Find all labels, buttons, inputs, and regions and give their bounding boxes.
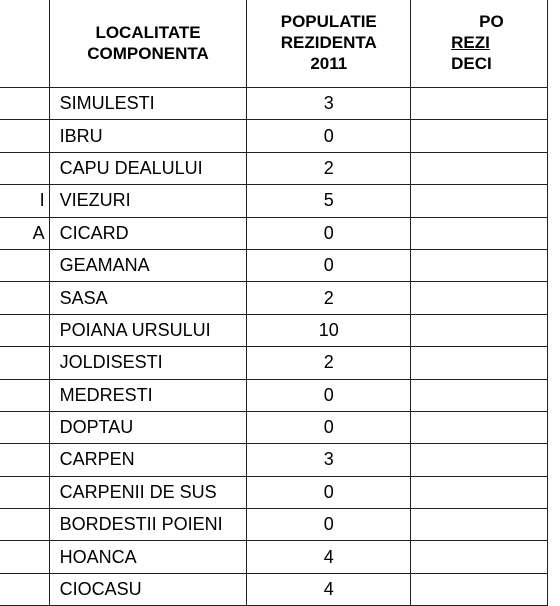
populatie-cell: 0 xyxy=(247,509,411,541)
header-line: REZIDENTA xyxy=(280,33,377,52)
table-row xyxy=(0,152,548,184)
localitate-cell: DOPTAU xyxy=(49,411,247,443)
table-row xyxy=(0,509,548,541)
right-cell xyxy=(411,249,548,281)
row-left-cell xyxy=(0,379,49,411)
populatie-cell: 0 xyxy=(247,120,411,152)
header-row xyxy=(0,0,548,88)
right-cell xyxy=(411,120,548,152)
localitate-cell: CARPENII DE SUS xyxy=(49,476,247,508)
header-localitate-componenta xyxy=(49,0,247,88)
header-cell-left xyxy=(0,0,49,88)
localitate-cell: IBRU xyxy=(49,120,247,152)
right-cell xyxy=(411,379,548,411)
row-left-cell xyxy=(0,573,49,605)
localitate-cell: CAPU DEALULUI xyxy=(49,152,247,184)
populatie-cell: 0 xyxy=(247,249,411,281)
header-line: COMPONENTA xyxy=(87,43,209,63)
right-cell xyxy=(411,573,548,605)
header-line: LOCALITATE xyxy=(95,22,201,42)
table-row xyxy=(0,541,548,573)
right-cell xyxy=(411,347,548,379)
localitate-cell: VIEZURI xyxy=(49,185,247,217)
table-row xyxy=(0,120,548,152)
populatie-cell: 3 xyxy=(247,88,411,120)
header-line: PO xyxy=(479,12,504,31)
row-left-cell xyxy=(0,152,49,184)
localitate-cell: HOANCA xyxy=(49,541,247,573)
row-left-cell xyxy=(0,509,49,541)
header-cell-right xyxy=(411,0,548,88)
populatie-cell: 0 xyxy=(247,411,411,443)
localitate-cell: BORDESTII POIENI xyxy=(49,509,247,541)
row-left-cell xyxy=(0,249,49,281)
header-line: 2011 xyxy=(310,54,348,73)
table-body xyxy=(0,88,548,606)
right-cell xyxy=(411,509,548,541)
right-cell xyxy=(411,541,548,573)
right-cell xyxy=(411,411,548,443)
table-row xyxy=(0,379,548,411)
table-row xyxy=(0,282,548,314)
right-cell xyxy=(411,444,548,476)
row-left-cell xyxy=(0,541,49,573)
localitate-cell: MEDRESTI xyxy=(49,379,247,411)
right-cell xyxy=(411,217,548,249)
row-left-cell: I xyxy=(0,185,49,217)
populatie-cell: 2 xyxy=(247,282,411,314)
right-cell xyxy=(411,314,548,346)
right-cell xyxy=(411,282,548,314)
table-row xyxy=(0,217,548,249)
right-cell xyxy=(411,476,548,508)
localitate-cell: POIANA URSULUI xyxy=(49,314,247,346)
row-left-cell xyxy=(0,314,49,346)
right-cell xyxy=(411,152,548,184)
right-cell xyxy=(411,88,548,120)
localitate-cell: SIMULESTI xyxy=(49,88,247,120)
header-populatie-rezidenta-2011 xyxy=(247,0,411,88)
row-left-cell xyxy=(0,88,49,120)
table-row xyxy=(0,88,548,120)
populatie-cell: 0 xyxy=(247,379,411,411)
table-row xyxy=(0,411,548,443)
localitate-cell: GEAMANA xyxy=(49,249,247,281)
table-row xyxy=(0,347,548,379)
header-line: DECI xyxy=(451,54,492,73)
localitate-cell: SASA xyxy=(49,282,247,314)
populatie-cell: 5 xyxy=(247,185,411,217)
table-row xyxy=(0,314,548,346)
localitate-cell: CIOCASU xyxy=(49,573,247,605)
table-row xyxy=(0,185,548,217)
row-left-cell xyxy=(0,120,49,152)
populatie-cell: 4 xyxy=(247,541,411,573)
row-left-cell xyxy=(0,411,49,443)
header-line: POPULATIE xyxy=(280,12,377,31)
row-left-cell xyxy=(0,444,49,476)
populatie-cell: 3 xyxy=(247,444,411,476)
table-row xyxy=(0,444,548,476)
row-left-cell xyxy=(0,347,49,379)
row-left-cell: A xyxy=(0,217,49,249)
populatie-cell: 4 xyxy=(247,573,411,605)
right-cell xyxy=(411,185,548,217)
header-line: REZI xyxy=(451,33,490,52)
populatie-cell: 2 xyxy=(247,347,411,379)
populatie-cell: 0 xyxy=(247,217,411,249)
localitate-cell: CARPEN xyxy=(49,444,247,476)
table-row xyxy=(0,476,548,508)
row-left-cell xyxy=(0,476,49,508)
populatie-cell: 2 xyxy=(247,152,411,184)
localitate-cell: JOLDISESTI xyxy=(49,347,247,379)
populatie-cell: 10 xyxy=(247,314,411,346)
table-row xyxy=(0,573,548,605)
row-left-cell xyxy=(0,282,49,314)
populatie-cell: 0 xyxy=(247,476,411,508)
table-row xyxy=(0,249,548,281)
localitate-cell: CICARD xyxy=(49,217,247,249)
